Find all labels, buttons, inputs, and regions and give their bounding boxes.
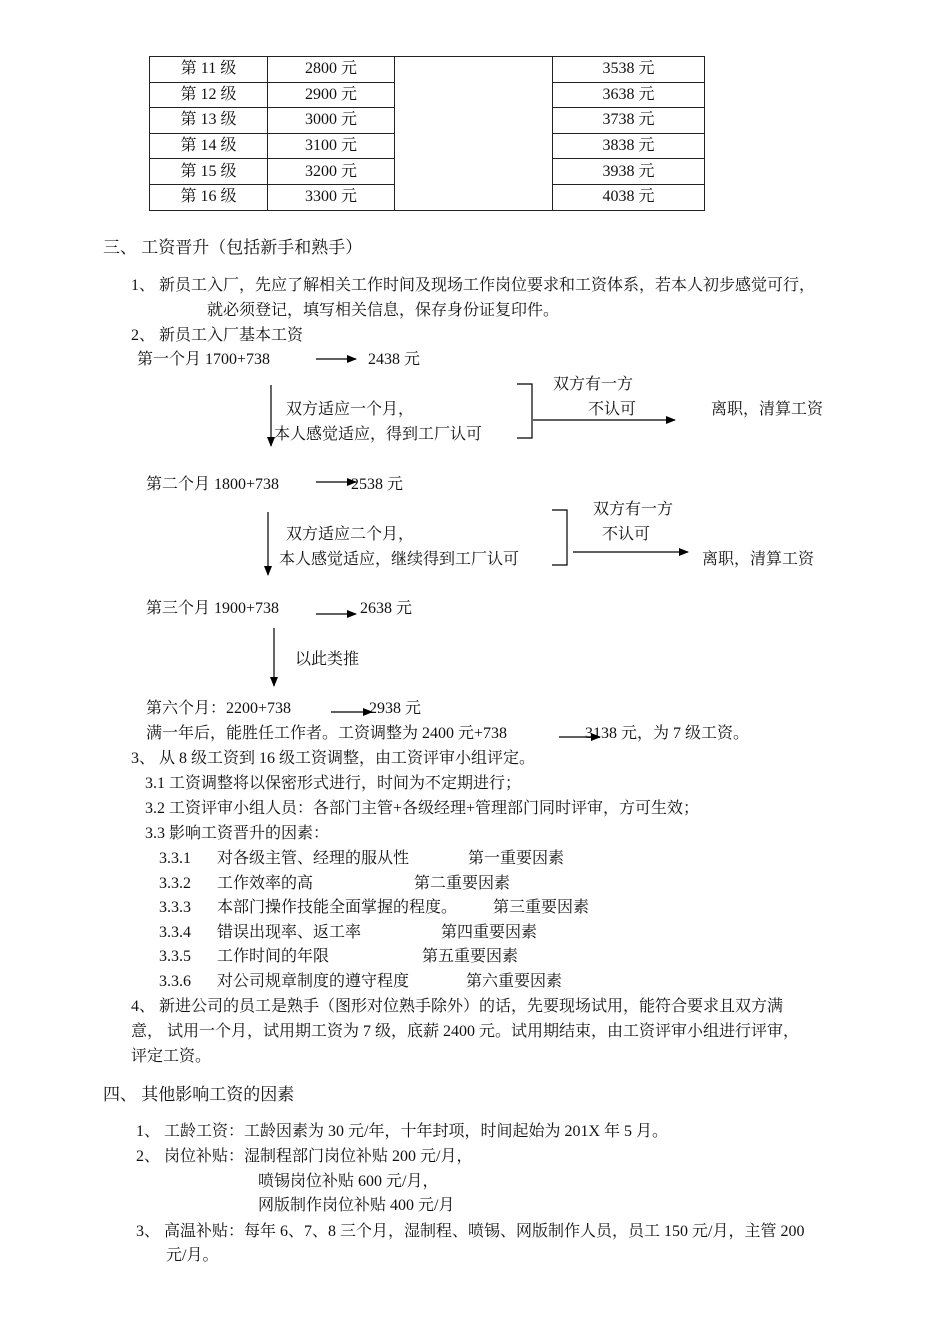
section3-item4-line2: 意， 试用一个月，试用期工资为 7 级，底薪 2400 元。试用期结束，由工资评审小组进行评审， (131, 1023, 800, 1040)
factor-rank: 第五重要因素 (422, 948, 519, 966)
section4-item2-line2: 喷锡岗位补贴 600 元/月， (258, 1173, 439, 1190)
bracket-2 (552, 510, 567, 565)
section3-item1-line1: 1、 新员工入厂，先应了解相关工作时间及现场工作岗位要求和工资体系，若本人初步感觉可行， (131, 277, 816, 294)
factor-text: 对公司规章制度的遵守程度 (217, 973, 410, 990)
flow-year-text: 满一年后，能胜任工作者。工资调整为 2400 元+738 (146, 725, 508, 742)
level-cell: 第 13 级 (150, 108, 268, 134)
factor-rank: 第二重要因素 (414, 874, 511, 892)
section3-title: 三、 工资晋升（包括新手和熟手） (103, 238, 363, 257)
flow-step1-line1: 双方适应一个月， (286, 401, 415, 418)
level-cell: 第 15 级 (150, 159, 268, 185)
flow-month6: 第六个月：2200+738 (146, 700, 292, 717)
base-salary-cell: 3300 元 (268, 184, 395, 210)
total-salary-cell: 3538 元 (553, 57, 705, 83)
factor-number: 3.3.3 (159, 899, 191, 917)
base-salary-cell: 3100 元 (268, 133, 395, 159)
flow-reject2-line1: 双方有一方 (593, 501, 674, 518)
flow-leave2: 离职，清算工资 (702, 551, 815, 568)
flow-reject2-line2: 不认可 (602, 526, 651, 543)
flow-reject1-line1: 双方有一方 (553, 376, 634, 393)
section4-item3-line2: 元/月。 (166, 1247, 219, 1264)
bracket-1 (517, 384, 532, 438)
flow-step1-line2: 本人感觉适应，得到工厂认可 (274, 426, 483, 443)
factor-rank: 第一重要因素 (468, 850, 565, 867)
flow-month1-result: 2438 元 (368, 351, 421, 368)
total-salary-cell: 3838 元 (553, 133, 705, 159)
factor-text: 工作时间的年限 (217, 948, 330, 966)
level-cell: 第 16 级 (150, 184, 268, 210)
total-salary-cell: 3938 元 (553, 159, 705, 185)
factor-text: 对各级主管、经理的服从性 (217, 850, 410, 867)
factor-rank: 第六重要因素 (466, 973, 563, 990)
section4-item2-line3: 网版制作岗位补贴 400 元/月 (258, 1197, 455, 1214)
base-salary-cell: 2900 元 (268, 82, 395, 108)
factor-number: 3.3.1 (159, 850, 191, 867)
flow-step2-line2: 本人感觉适应，继续得到工厂认可 (279, 551, 520, 568)
flow-month3: 第三个月 1900+738 (146, 600, 280, 617)
flow-month6-result: 2938 元 (369, 700, 422, 717)
factor-number: 3.3.2 (159, 874, 191, 892)
section3-item3-3: 3.3 影响工资晋升的因素： (145, 825, 330, 842)
flow-step2-line1: 双方适应二个月， (286, 526, 415, 543)
flow-leave1: 离职，清算工资 (711, 401, 824, 418)
base-salary-cell: 2800 元 (268, 57, 395, 83)
section4-item2-line1: 2、 岗位补贴：湿制程部门岗位补贴 200 元/月， (136, 1148, 473, 1165)
flow-reject1-line2: 不认可 (588, 401, 637, 418)
flow-month3-result: 2638 元 (360, 600, 413, 617)
level-cell: 第 12 级 (150, 82, 268, 108)
level-cell: 第 11 级 (150, 57, 268, 83)
flow-month2: 第二个月 1800+738 (146, 476, 280, 493)
section4-title: 四、 其他影响工资的因素 (103, 1085, 295, 1104)
flow-etc: 以此类推 (295, 651, 360, 668)
base-salary-cell: 3200 元 (268, 159, 395, 185)
factor-text: 错误出现率、返工率 (217, 923, 362, 941)
factor-number: 3.3.4 (159, 923, 191, 941)
section4-item3-line1: 3、 高温补贴：每年 6、7、8 三个月，湿制程、喷锡、网版制作人员，员工 150 元/月，主管 200 (136, 1223, 805, 1240)
factor-number: 3.3.6 (159, 973, 191, 990)
base-salary-cell: 3000 元 (268, 108, 395, 134)
factor-rank: 第四重要因素 (441, 923, 538, 941)
factor-rank: 第三重要因素 (493, 899, 590, 917)
section3-item1-line2: 就必须登记，填写相关信息，保存身份证复印件。 (207, 302, 560, 319)
section3-item4-line1: 4、 新进公司的员工是熟手（图形对位熟手除外）的话，先要现场试用，能符合要求且双方满 (131, 998, 784, 1015)
factor-text: 本部门操作技能全面掌握的程度。 (217, 899, 458, 917)
section3-item4-line3: 评定工资。 (131, 1048, 212, 1065)
section3-item3-title: 3、 从 8 级工资到 16 级工资调整，由工资评审小组评定。 (131, 750, 536, 767)
section3-item3-2: 3.2 工资评审小组人员：各部门主管+各级经理+管理部门同时评审，方可生效； (145, 800, 700, 817)
level-cell: 第 14 级 (150, 133, 268, 159)
total-salary-cell: 3738 元 (553, 108, 705, 134)
factor-text: 工作效率的高 (217, 874, 314, 892)
total-salary-cell: 4038 元 (553, 184, 705, 210)
section3-item3-1: 3.1 工资调整将以保密形式进行，时间为不定期进行； (145, 775, 522, 792)
flow-year-result: 3138 元，为 7 级工资。 (585, 725, 750, 742)
section3-item2-title: 2、 新员工入厂基本工资 (131, 327, 304, 344)
total-salary-cell: 3638 元 (553, 82, 705, 108)
factor-number: 3.3.5 (159, 948, 191, 966)
flow-month1: 第一个月 1700+738 (137, 351, 271, 368)
section4-item1: 1、 工龄工资：工龄因素为 30 元/年，十年封项，时间起始为 201X 年 5 月。 (136, 1123, 669, 1140)
flow-month2-result: 2538 元 (351, 476, 404, 493)
